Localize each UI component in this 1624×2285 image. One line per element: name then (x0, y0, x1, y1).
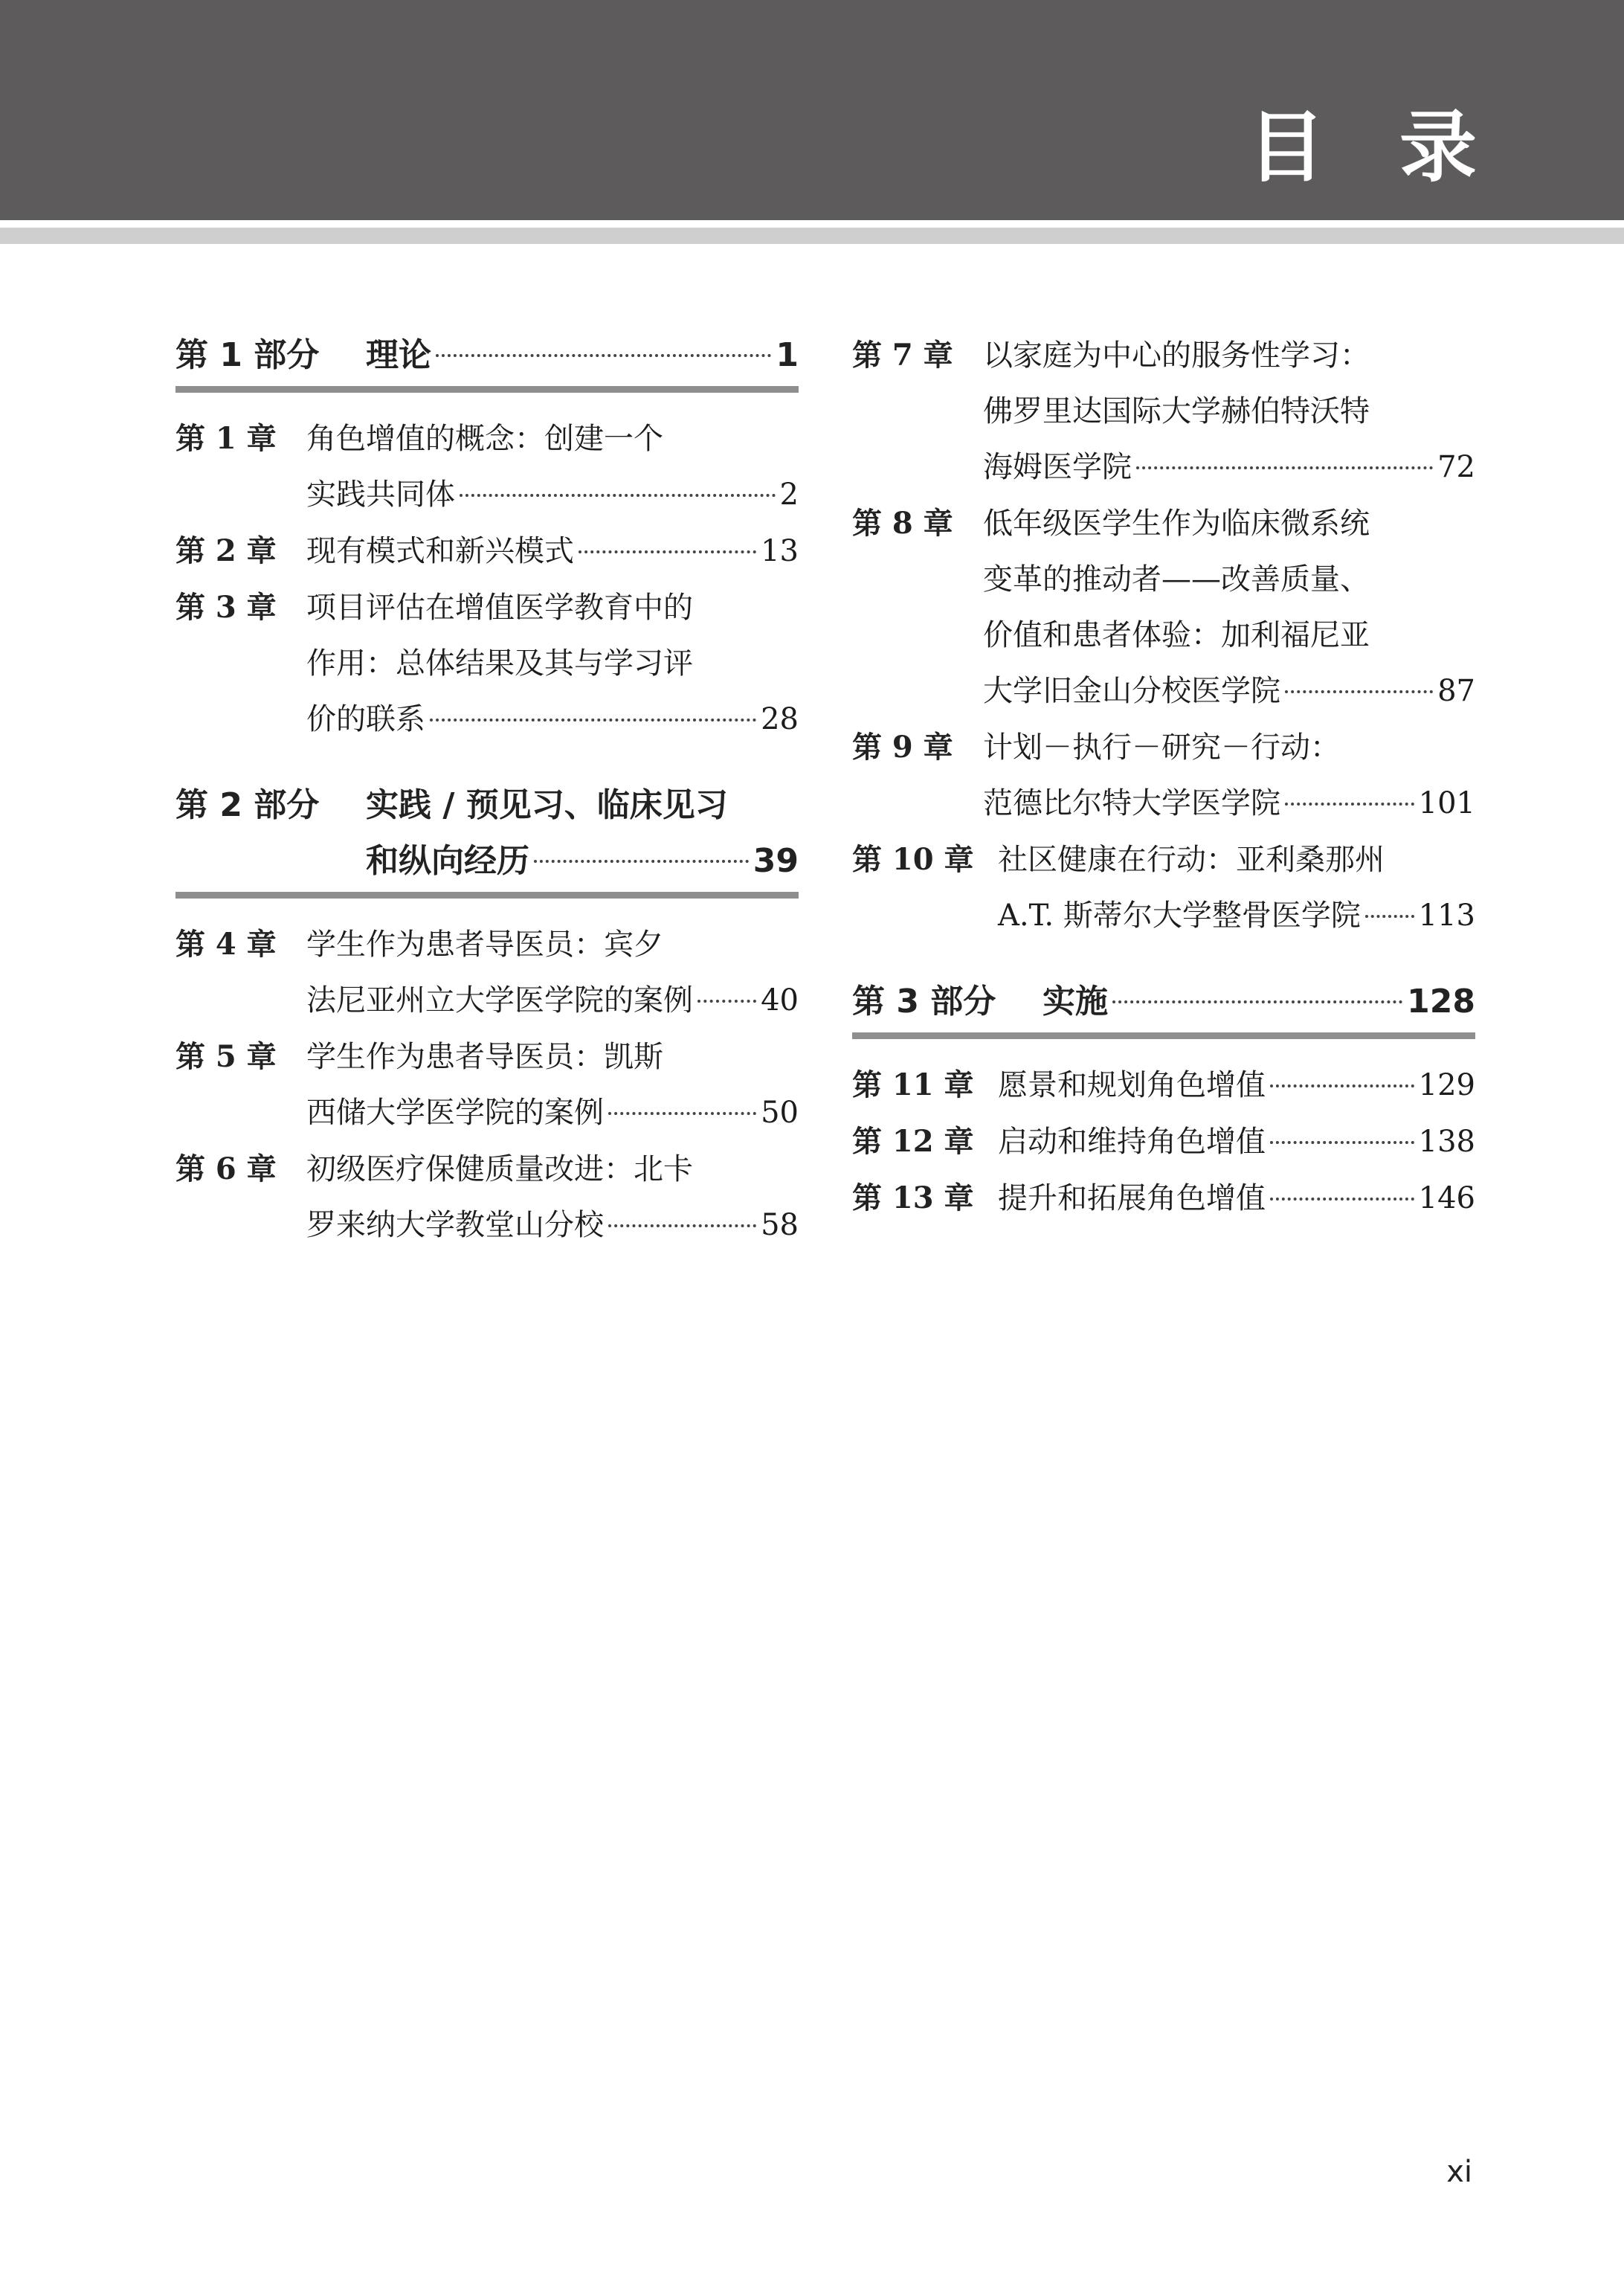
chapter-line (852, 663, 1475, 719)
chapter-line (852, 888, 1475, 944)
chapter-line (175, 467, 799, 523)
chapter-title: 海姆医学院 (983, 450, 1132, 484)
part-heading-line (175, 833, 799, 889)
toc-chapter-entry[interactable] (175, 411, 799, 523)
chapter-number: 第 2 章 (175, 533, 277, 568)
chapter-title: 项目评估在增值医学教育中的 (306, 591, 693, 625)
chapter-number: 第 7 章 (852, 338, 953, 373)
chapter-page-number: 2 (779, 478, 799, 512)
chapter-title: 启动和维持角色增值 (998, 1125, 1266, 1159)
part-title: 实施 (1043, 983, 1108, 1021)
part-page-number: 128 (1407, 983, 1475, 1021)
chapter-number: 第 5 章 (175, 1039, 277, 1074)
chapter-page-number: 50 (761, 1096, 799, 1130)
part-title: 理论 (366, 336, 431, 374)
toc-chapter-entry[interactable] (852, 1170, 1475, 1227)
chapter-title: 法尼亚州立大学医学院的案例 (306, 983, 693, 1018)
chapter-line (175, 1029, 799, 1085)
part-underline (852, 1032, 1475, 1039)
chapter-line (852, 776, 1475, 832)
part-heading (175, 327, 799, 386)
chapter-line (175, 636, 799, 692)
chapter-title: 西储大学医学院的案例 (306, 1096, 604, 1130)
toc-chapter-entry[interactable] (852, 832, 1475, 944)
dot-leader (579, 550, 756, 553)
dot-leader (1270, 1141, 1414, 1144)
chapter-line (175, 523, 799, 579)
part-heading (852, 974, 1475, 1032)
chapter-number: 第 3 章 (175, 590, 277, 625)
part-heading (175, 777, 799, 892)
chapter-line (852, 1170, 1475, 1227)
dot-leader (1365, 915, 1414, 918)
toc-part-entry[interactable] (175, 777, 799, 899)
chapter-title: 计划－执行－研究－行动： (983, 730, 1340, 765)
part-underline (175, 892, 799, 899)
chapter-line (852, 1113, 1475, 1170)
chapter-line (852, 495, 1475, 552)
chapter-line (175, 973, 799, 1029)
part-underline (175, 386, 799, 393)
dot-leader (460, 494, 776, 497)
chapter-line (175, 579, 799, 636)
part-number: 第 2 部分 (175, 786, 320, 824)
part-title: 实践 / 预见习、临床见习 (366, 786, 728, 824)
chapter-line (852, 384, 1475, 440)
chapter-line (852, 832, 1475, 888)
chapter-title: 角色增值的概念：创建一个 (306, 422, 663, 456)
page-folio: xi (1446, 2155, 1472, 2189)
part-spacer (175, 748, 799, 777)
dot-leader (1285, 690, 1433, 693)
chapter-title: 范德比尔特大学医学院 (983, 786, 1280, 820)
chapter-title: A.T. 斯蒂尔大学整骨医学院 (998, 899, 1361, 933)
part-heading-line (175, 777, 799, 833)
chapter-title: 提升和拓展角色增值 (998, 1181, 1266, 1215)
toc-chapter-entry[interactable] (175, 523, 799, 579)
header-rule-gray (0, 228, 1624, 244)
toc-chapter-entry[interactable] (175, 916, 799, 1029)
chapter-page-number: 13 (761, 534, 799, 568)
part-title: 和纵向经历 (366, 842, 529, 880)
chapter-title: 以家庭为中心的服务性学习： (983, 338, 1370, 373)
part-spacer (852, 944, 1475, 974)
dot-leader (534, 860, 749, 863)
toc-chapter-entry[interactable] (852, 719, 1475, 832)
dot-leader (608, 1112, 756, 1115)
dot-leader (1136, 466, 1433, 469)
toc-chapter-entry[interactable] (852, 327, 1475, 495)
chapter-title: 佛罗里达国际大学赫伯特沃特 (983, 394, 1370, 428)
chapter-number: 第 9 章 (852, 730, 953, 765)
chapter-title: 价的联系 (306, 702, 425, 736)
chapter-line (852, 440, 1475, 495)
chapter-page-number: 146 (1418, 1181, 1475, 1215)
chapter-title: 初级医疗保健质量改进：北卡 (306, 1152, 693, 1186)
part-heading-line (175, 327, 799, 383)
chapter-title: 大学旧金山分校医学院 (983, 674, 1280, 708)
toc-chapter-entry[interactable] (852, 495, 1475, 719)
chapter-number: 第 4 章 (175, 927, 277, 962)
chapter-title: 实践共同体 (306, 478, 455, 512)
chapter-title: 愿景和规划角色增值 (998, 1068, 1266, 1102)
chapter-title: 罗来纳大学教堂山分校 (306, 1208, 604, 1242)
chapter-line (852, 1057, 1475, 1113)
chapter-line (852, 552, 1475, 608)
chapter-title: 学生作为患者导医员：凯斯 (306, 1040, 663, 1074)
chapter-page-number: 129 (1418, 1068, 1475, 1102)
toc-part-entry[interactable] (852, 974, 1475, 1039)
dot-leader (1285, 803, 1414, 806)
chapter-number: 第 6 章 (175, 1151, 277, 1186)
chapter-page-number: 87 (1437, 674, 1475, 708)
dot-leader (1270, 1084, 1414, 1087)
chapter-title: 作用：总体结果及其与学习评 (306, 646, 693, 681)
dot-leader (436, 354, 771, 357)
toc-chapter-entry[interactable] (175, 1029, 799, 1141)
dot-leader (430, 719, 756, 722)
toc-chapter-entry[interactable] (175, 1141, 799, 1253)
chapter-line (852, 608, 1475, 663)
toc-part-entry[interactable] (175, 327, 799, 393)
dot-leader (1112, 1000, 1402, 1003)
part-number: 第 3 部分 (852, 983, 996, 1021)
header-rule-white (0, 220, 1624, 228)
chapter-page-number: 72 (1437, 450, 1475, 484)
chapter-line (852, 719, 1475, 776)
toc-chapter-entry[interactable] (852, 1113, 1475, 1170)
chapter-line (175, 916, 799, 973)
chapter-number: 第 8 章 (852, 506, 953, 541)
toc-chapter-entry[interactable] (175, 579, 799, 748)
chapter-title: 低年级医学生作为临床微系统 (983, 507, 1370, 541)
chapter-page-number: 138 (1418, 1125, 1475, 1159)
chapter-page-number: 101 (1418, 786, 1475, 820)
chapter-line (175, 1085, 799, 1141)
dot-leader (608, 1224, 756, 1227)
chapter-line (175, 692, 799, 748)
part-heading-line (852, 974, 1475, 1029)
toc-chapter-entry[interactable] (852, 1057, 1475, 1113)
dot-leader (697, 1000, 756, 1003)
chapter-title: 变革的推动者——改善质量、 (983, 562, 1370, 597)
dot-leader (1270, 1198, 1414, 1201)
chapter-line (175, 1198, 799, 1253)
part-page-number: 1 (776, 336, 799, 374)
chapter-number: 第 12 章 (852, 1124, 974, 1159)
page-title: 目录 (1247, 102, 1551, 193)
part-number: 第 1 部分 (175, 336, 320, 374)
toc-left-column (175, 327, 799, 1253)
chapter-page-number: 58 (761, 1208, 799, 1242)
header-banner (0, 0, 1624, 220)
toc-right-column (852, 327, 1475, 1227)
chapter-title: 学生作为患者导医员：宾夕 (306, 928, 663, 962)
chapter-number: 第 10 章 (852, 842, 974, 877)
chapter-line (852, 327, 1475, 384)
part-page-number: 39 (753, 842, 799, 880)
chapter-line (175, 1141, 799, 1198)
chapter-number: 第 13 章 (852, 1180, 974, 1215)
chapter-number: 第 11 章 (852, 1067, 974, 1102)
chapter-page-number: 28 (761, 702, 799, 736)
chapter-page-number: 113 (1418, 899, 1475, 933)
chapter-number: 第 1 章 (175, 421, 277, 456)
chapter-title: 价值和患者体验：加利福尼亚 (983, 618, 1370, 652)
chapter-title: 现有模式和新兴模式 (306, 534, 574, 568)
chapter-line (175, 411, 799, 467)
chapter-page-number: 40 (761, 983, 799, 1018)
chapter-title: 社区健康在行动：亚利桑那州 (998, 843, 1385, 877)
